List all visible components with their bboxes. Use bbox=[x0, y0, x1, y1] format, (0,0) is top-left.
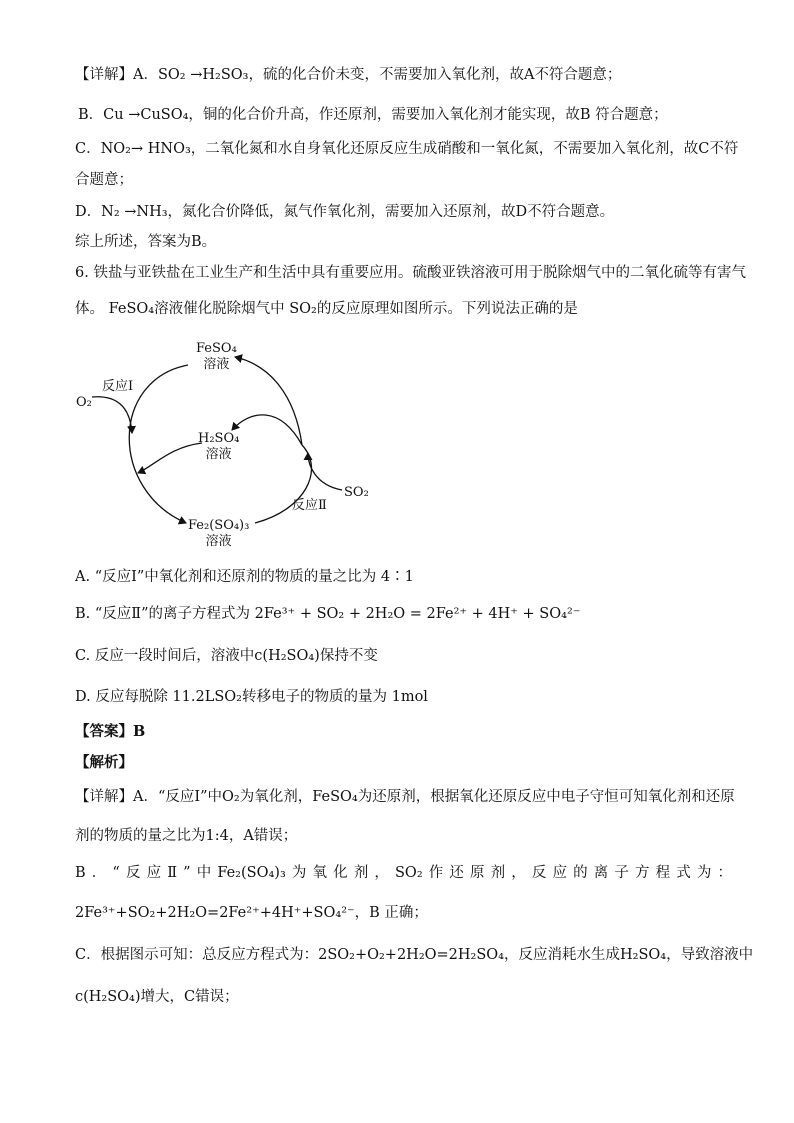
so2-label: SO₂ bbox=[344, 485, 369, 500]
prev-detail-b: B．Cu →CuSO₄，铜的化合价升高，作还原剂，需要加入氧化剂才能实现，故B 符合题意； bbox=[78, 107, 668, 123]
prev-detail-c1: C．NO₂→ HNO₃，二氧化氮和水自身氧化还原反应生成硝酸和一氧化氮，不需要加入氧化剂，故C不符 bbox=[75, 141, 739, 157]
question-6-stem-line-2: 体。 FeSO₄溶液催化脱除烟气中 SO₂的反应原理如图所示。下列说法正确的是 bbox=[75, 301, 578, 317]
feso4-label: FeSO₄ 溶液 bbox=[196, 341, 237, 372]
detail-a-line-2: 剂的物质的量之比为1:4，A错误； bbox=[75, 828, 298, 844]
answer-line: 【答案】B bbox=[75, 723, 146, 740]
reaction-cycle-diagram bbox=[70, 335, 390, 555]
detail-b-line-2: 2Fe³⁺+SO₂+2H₂O=2Fe²⁺+4H⁺+SO₄²⁻，B 正确； bbox=[75, 905, 428, 921]
arrow-so2-in bbox=[308, 453, 342, 490]
detail-c-line-1: C．根据图示可知：总反应方程式为：2SO₂+O₂+2H₂O=2H₂SO₄，反应消耗水生成H₂SO₄，导致溶液中 bbox=[75, 947, 754, 963]
arrow-to-h2so4 bbox=[232, 415, 302, 445]
reaction-1-label: 反应Ⅰ bbox=[102, 379, 134, 394]
arrow-o2-in bbox=[92, 397, 132, 433]
arc-right-to-feso4 bbox=[235, 357, 302, 445]
option-d: D. 反应每脱除 11.2LSO₂转移电子的物质的量为 1mol bbox=[75, 689, 428, 705]
arc-left-feso4-to-fe2so43 bbox=[129, 365, 188, 523]
option-a: A. “反应Ⅰ”中氧化剂和还原剂的物质的量之比为 4∶1 bbox=[75, 569, 414, 585]
h2so4-label: H₂SO₄ 溶液 bbox=[198, 431, 240, 462]
detail-b-line-1: B．“反应Ⅱ”中Fe₂(SO₄)₃为氧化剂，SO₂作还原剂，反应的离子方程式为： bbox=[75, 865, 732, 881]
option-b: B. “反应Ⅱ”的离子方程式为 2Fe³⁺ + SO₂ + 2H₂O = 2Fe²⁺ + 4H⁺ + SO₄²⁻ bbox=[75, 606, 581, 622]
o2-label: O₂ bbox=[76, 395, 92, 410]
prev-summary: 综上所述，答案为B。 bbox=[75, 234, 217, 250]
arrow-h2so4-to-left-arc bbox=[138, 443, 202, 473]
prev-detail-c2: 合题意； bbox=[75, 172, 133, 188]
prev-detail-a: 【详解】A．SO₂ →H₂SO₃，硫的化合价未变，不需要加入氧化剂，故A不符合题意； bbox=[75, 67, 622, 83]
reaction-2-label: 反应Ⅱ bbox=[292, 498, 327, 513]
analysis-heading: 【解析】 bbox=[75, 754, 133, 771]
prev-detail-d: D．N₂ →NH₃，氮化合价降低，氮气作氧化剂，需要加入还原剂，故D不符合题意。 bbox=[75, 204, 615, 220]
detail-c-line-2: c(H₂SO₄)增大，C错误； bbox=[75, 989, 239, 1005]
question-6-stem-line-1: 6. 铁盐与亚铁盐在工业生产和生活中具有重要应用。硫酸亚铁溶液可用于脱除烟气中的二氧化硫等有害气 bbox=[75, 265, 746, 281]
option-c: C. 反应一段时间后，溶液中c(H₂SO₄)保持不变 bbox=[75, 648, 378, 664]
fe2so43-label: Fe₂(SO₄)₃ 溶液 bbox=[188, 518, 250, 549]
detail-a-line-1: 【详解】A．“反应Ⅰ”中O₂为氧化剂，FeSO₄为还原剂，根据氧化还原反应中电子守恒可知氧化剂和还原 bbox=[75, 789, 735, 805]
